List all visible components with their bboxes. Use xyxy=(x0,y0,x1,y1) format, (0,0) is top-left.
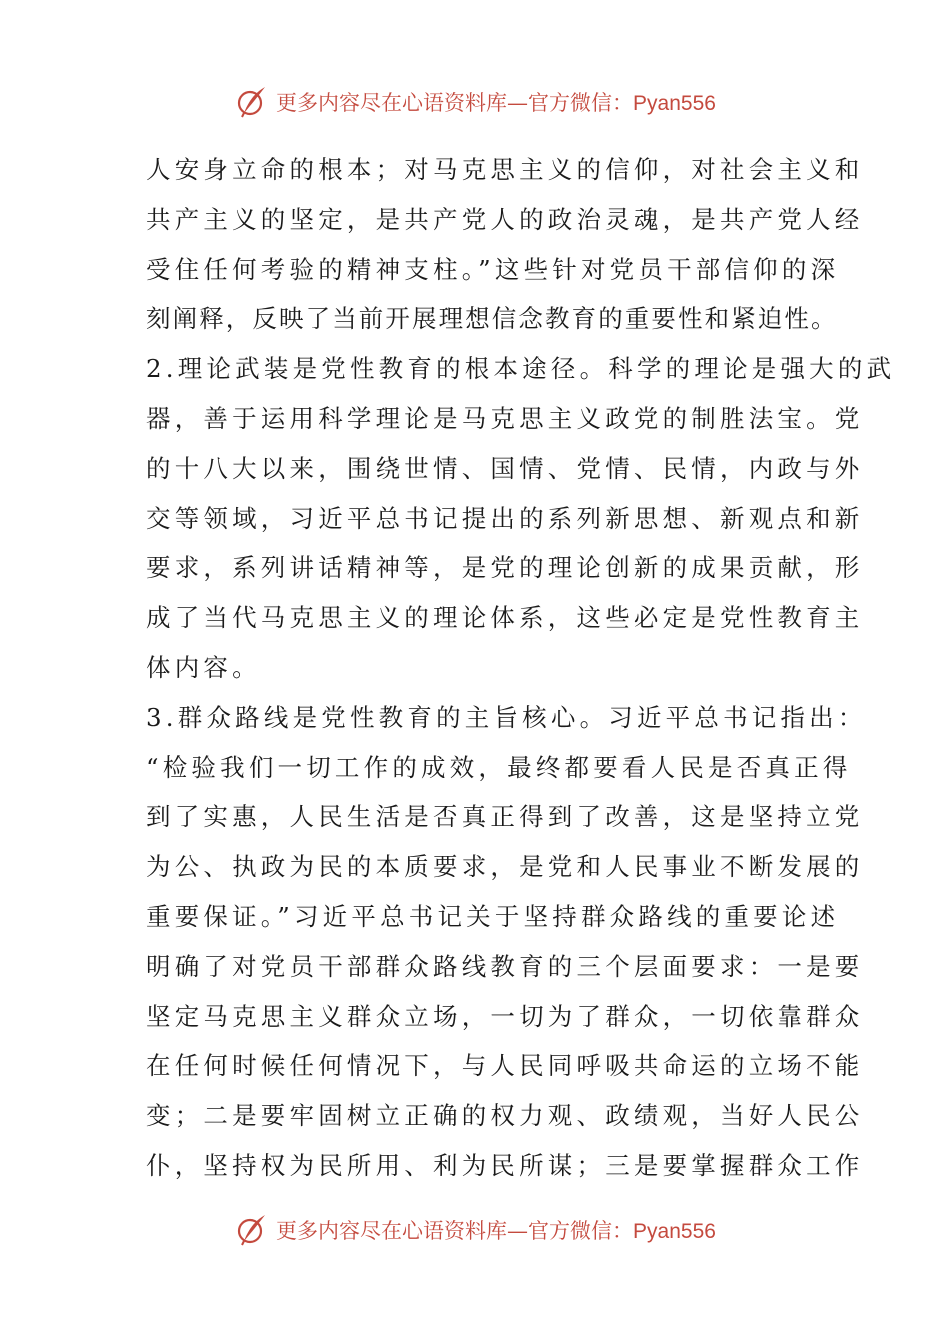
body-line: 在任何时候任何情况下，与人民同呼吸共命运的立场不能 xyxy=(146,1051,864,1081)
body-line: 刻阐释，反映了当前开展理想信念教育的重要性和紧迫性。 xyxy=(146,304,838,334)
footer-banner-text: 更多内容尽在心语资料库—官方微信：Pyan556 xyxy=(276,1219,716,1243)
body-line: “检验我们一切工作的成效，最终都要看人民是否真正得 xyxy=(146,752,852,782)
document-body xyxy=(146,145,896,1191)
body-line: 人安身立命的根本；对马克思主义的信仰，对社会主义和 xyxy=(146,155,864,184)
quill-logo-icon xyxy=(234,84,270,120)
body-line: 变；二是要牢固树立正确的权力观、政绩观，当好人民公 xyxy=(146,1101,864,1131)
quill-logo-icon xyxy=(234,1212,270,1248)
body-line: 交等领域，习近平总书记提出的系列新思想、新观点和新 xyxy=(146,503,864,533)
body-line: 3.群众路线是党性教育的主旨核心。习近平总书记指出： xyxy=(146,702,867,732)
body-line: 为公、执政为民的本质要求，是党和人民事业不断发展的 xyxy=(146,852,864,882)
body-line: 共产主义的坚定，是共产党人的政治灵魂，是共产党人经 xyxy=(146,204,864,234)
header-banner xyxy=(0,82,950,122)
body-line: 要求，系列讲话精神等，是党的理论创新的成果贡献，形 xyxy=(146,553,864,583)
header-banner-text: 更多内容尽在心语资料库—官方微信：Pyan556 xyxy=(276,91,716,115)
footer-wechat-id: Pyan556 xyxy=(633,1220,716,1243)
body-line: 重要保证。”习近平总书记关于坚持群众路线的重要论述 xyxy=(146,901,840,931)
body-line: 器，善于运用科学理论是马克思主义政党的制胜法宝。党 xyxy=(146,403,864,433)
header-wechat-id: Pyan556 xyxy=(633,92,716,115)
body-line: 体内容。 xyxy=(146,652,261,682)
body-line: 2.理论武装是党性教育的根本途径。科学的理论是强大的武 xyxy=(146,354,896,384)
body-line: 到了实惠，人民生活是否真正得到了改善，这是坚持立党 xyxy=(146,802,864,832)
body-line: 成了当代马克思主义的理论体系，这些必定是党性教育主 xyxy=(146,603,864,633)
footer-banner xyxy=(0,1210,950,1250)
body-line: 受住任何考验的精神支柱。”这些针对党员干部信仰的深 xyxy=(146,254,840,284)
body-line: 坚定马克思主义群众立场，一切为了群众，一切依靠群众 xyxy=(146,1001,864,1031)
body-line: 的十八大以来，围绕世情、国情、党情、民情，内政与外 xyxy=(146,453,864,483)
body-line: 仆，坚持权为民所用、利为民所谋；三是要掌握群众工作 xyxy=(146,1150,864,1180)
body-line: 明确了对党员干部群众路线教育的三个层面要求：一是要 xyxy=(146,951,864,981)
